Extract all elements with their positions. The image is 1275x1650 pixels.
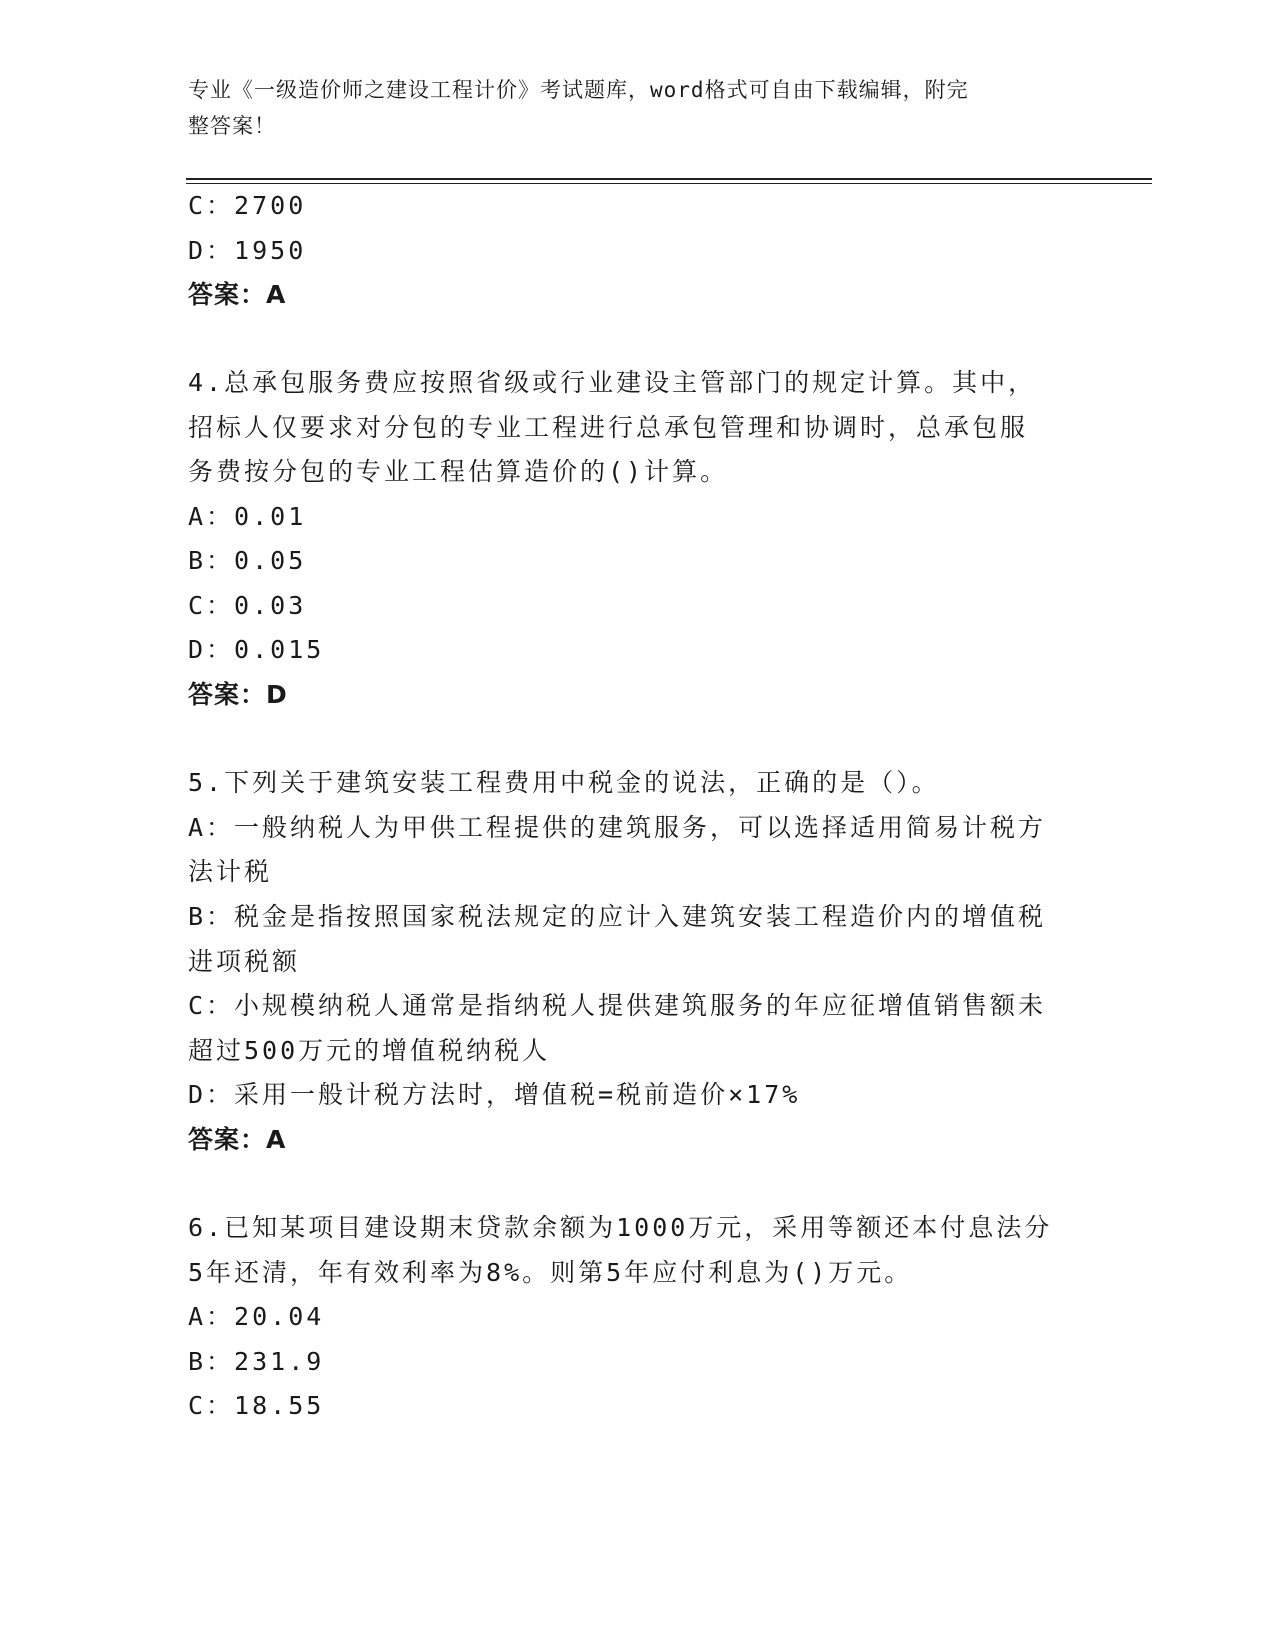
q4-stem-line-1: 4.总承包服务费应按照省级或行业建设主管部门的规定计算。其中，	[188, 368, 1037, 397]
q5-option-c-line-2: 超过500万元的增值税纳税人	[188, 1036, 551, 1065]
q5-option-a-line-2: 法计税	[188, 857, 273, 886]
q5-stem: 5.下列关于建筑安装工程费用中税金的说法，正确的是（）。	[188, 768, 940, 797]
header-divider-thin	[186, 183, 1152, 184]
q4-answer: 答案：D	[188, 680, 288, 709]
q4-stem-line-2: 招标人仅要求对分包的专业工程进行总承包管理和协调时，总承包服	[188, 413, 1029, 442]
q3-option-c: C：2700	[188, 191, 307, 220]
q4-option-c: C：0.03	[188, 591, 307, 620]
q4-option-d: D：0.015	[188, 635, 325, 664]
q6-option-a: A：20.04	[188, 1302, 325, 1331]
q5-option-b-line-1: B：税金是指按照国家税法规定的应计入建筑安装工程造价内的增值税	[188, 902, 1047, 931]
q6-stem-line-1: 6.已知某项目建设期末贷款余额为1000万元，采用等额还本付息法分	[188, 1213, 1053, 1242]
q6-option-b: B：231.9	[188, 1347, 325, 1376]
q3-answer: 答案：A	[188, 280, 287, 309]
q5-option-b-line-2: 进项税额	[188, 947, 301, 976]
page-header	[188, 72, 1068, 144]
q6-stem-line-2: 5年还清，年有效利率为8%。则第5年应付利息为()万元。	[188, 1258, 913, 1287]
header-line-2: 整答案！	[188, 114, 276, 138]
q4-stem-line-3: 务费按分包的专业工程估算造价的()计算。	[188, 457, 729, 486]
q4-option-a: A：0.01	[188, 502, 307, 531]
header-line-1: 专业《一级造价师之建设工程计价》考试题库，word格式可自由下载编辑，附完	[188, 78, 969, 102]
q6-option-c: C：18.55	[188, 1391, 325, 1420]
q4-option-b: B：0.05	[188, 546, 307, 575]
q5-option-c-line-1: C：小规模纳税人通常是指纳税人提供建筑服务的年应征增值销售额未	[188, 991, 1047, 1020]
q5-answer: 答案：A	[188, 1125, 287, 1154]
q5-option-d: D：采用一般计税方法时，增值税=税前造价×17%	[188, 1080, 801, 1109]
q3-option-d: D：1950	[188, 236, 307, 265]
header-divider	[186, 178, 1152, 180]
q5-option-a-line-1: A：一般纳税人为甲供工程提供的建筑服务，可以选择适用简易计税方	[188, 813, 1047, 842]
